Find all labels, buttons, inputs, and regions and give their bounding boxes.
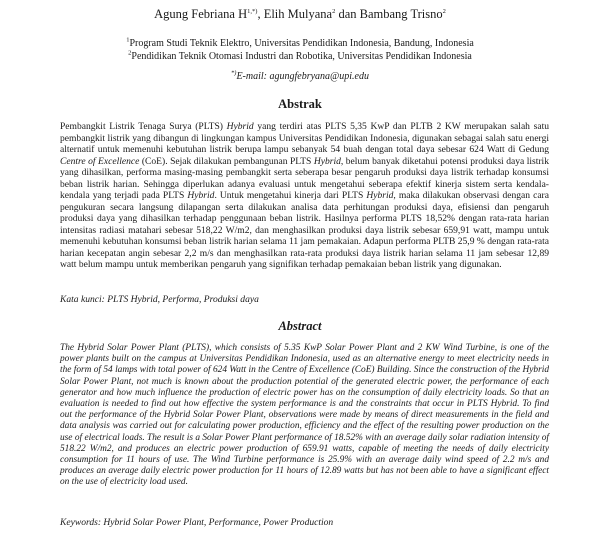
abstrak-text-1: Pembangkit Listrik Tenaga Surya (PLTS) <box>60 121 227 132</box>
abstrak-italic-1: Hybrid <box>226 121 254 132</box>
abstrak-text-4: , belum banyak diketahui potensi produksi daya listrik yang dihasilkan, performa masing-masing pembangkit serta seberapa besar pengaruh produksi daya listrik terhadap konsumsi beban listrik harian. Sehingga diperlukan adanya evaluasi untuk mengetahui seberapa efektif kinerja sistem serta kendala-kendala yang terjadi pada PLTS <box>60 155 549 201</box>
abstrak-text-3: (CoE). Sejak dilakukan pembangunan PLTS <box>139 155 314 167</box>
author-1-affil-mark: 1,*) <box>247 7 258 15</box>
affiliation-2-mark: 2 <box>128 49 132 57</box>
affiliation-1 <box>0 38 600 50</box>
abstrak-italic-4: Hybrid <box>187 190 215 201</box>
abstrak-text-6: , maka dilakukan observasi dengan cara pengukuran secara langsung dilapangan serta dilakukan analisa data perhitungan produksi daya, efisiensi dan pengaruh produksi daya yang dihasilkan terhadap penggunaan beban listrik. Hasilnya performa PLTS 18,52% dengan rata-rata harian intensitas radiasi matahari sebesar 518,22 W/m2, dan menghasilkan produksi daya listrik sebesar 659,91 watt, mampu untuk memenuhi kebutuhan konsumsi beban listrik harian selama 11 jam pemakaian. Adapun performa PLTB 25,9 % dengan rata-rata harian kecepatan angin sebesar 2,2 m/s dan menghasilkan rata-rata produksi daya listrik harian selama 11 jam sebesar 12,89 watt belum mampu untuk memberikan pengaruh yang signifikan terhadap pemakaian beban listrik yang digunakan. <box>60 190 549 270</box>
affiliation-1-mark: 1 <box>126 36 130 44</box>
abstrak-body <box>60 121 549 271</box>
abstrak-italic-2: Centre of Excellence <box>60 155 140 167</box>
author-line <box>0 6 600 22</box>
author-2: Elih Mulyana <box>263 7 333 21</box>
author-1: Agung Febriana H <box>154 7 248 21</box>
abstrak-text-2: yang terdiri atas PLTS 5,35 KwP dan PLTB 2 KW merupakan salah satu pembangkit listrik yang dibangun di lingkungan kampus Universitas Pendidikan Indonesia, digunakan sebagai salah satu energi alternatif untuk memenuhi kebutuhan listrik berupa lampu sebanyak 54 buah dengan total daya sebesar 624 Watt di Gedung <box>60 121 549 155</box>
abstrak-heading: Abstrak <box>278 97 322 111</box>
author-2-affil-mark: 2 <box>332 7 336 15</box>
author-conjunction: dan <box>335 7 360 21</box>
author-separator: , <box>257 7 264 21</box>
affiliation-2 <box>0 51 600 63</box>
abstract-body: The Hybrid Solar Power Plant (PLTS), which consists of 5.35 KwP Solar Power Plant and 2 KW Wind Turbine, is one of the power plants built on the campus at Universitas Pendidikan Indonesia, used as an alternative energy to meet electricity needs in the form of 54 lamps with total power of 624 Watt in the Centre of Excellence (CoE) Building. Since the construction of the Hybrid Solar Power Plant, not much is known about the production potential of the generated electric power, the performance of each generator and how much influence the production of electric power has on the consumption of daily electricity loads. So that an evaluation is needed to find out how effective the system performance is and the constraints that occur in PLTS Hybrid. To find out the performance of the Hybrid Solar Power Plant, observations were made by means of direct measurements in the field and data analysis was carried out for calculating power production, efficiency and the effect of the resulting power production on the use of electrical loads. The result is a Solar Power Plant performance of 18.52% with an average daily solar radiation intensity of 518.22 W/m2, and produces an electric power production of 659.91 watts, capable of meeting the needs of daily electricity consumption for 11 hours of use. The Wind Turbine performance is 25.9% with an average daily wind speed of 2.2 m/s and produces an average daily electric power production for 11 hours of 12.89 watts but has not been able to have a significant effect on the use of electricity load used. <box>60 343 549 488</box>
email-mark: *) <box>231 69 237 77</box>
author-3-affil-mark: 2 <box>442 7 446 15</box>
abstrak-italic-3: Hybrid <box>313 155 341 167</box>
affiliation-1-text: Program Studi Teknik Elektro, Universitas Pendidikan Indonesia, Bandung, Indonesia <box>129 38 474 49</box>
email-text: E-mail: agungfebryana@upi.edu <box>236 71 369 82</box>
abstrak-italic-5: Hybrid <box>366 190 394 201</box>
corresponding-email <box>0 71 600 83</box>
abstrak-text-5: . Untuk mengetahui kinerja dari PLTS <box>214 190 367 201</box>
kata-kunci: Kata kunci: PLTS Hybrid, Performa, Produksi daya <box>60 294 259 305</box>
author-3: Bambang Trisno <box>359 7 443 21</box>
affiliation-2-text: Pendidikan Teknik Otomasi Industri dan Robotika, Universitas Pendidikan Indonesia <box>131 51 472 62</box>
keywords: Keywords: Hybrid Solar Power Plant, Performance, Power Production <box>60 517 334 528</box>
abstract-heading: Abstract <box>278 319 322 333</box>
